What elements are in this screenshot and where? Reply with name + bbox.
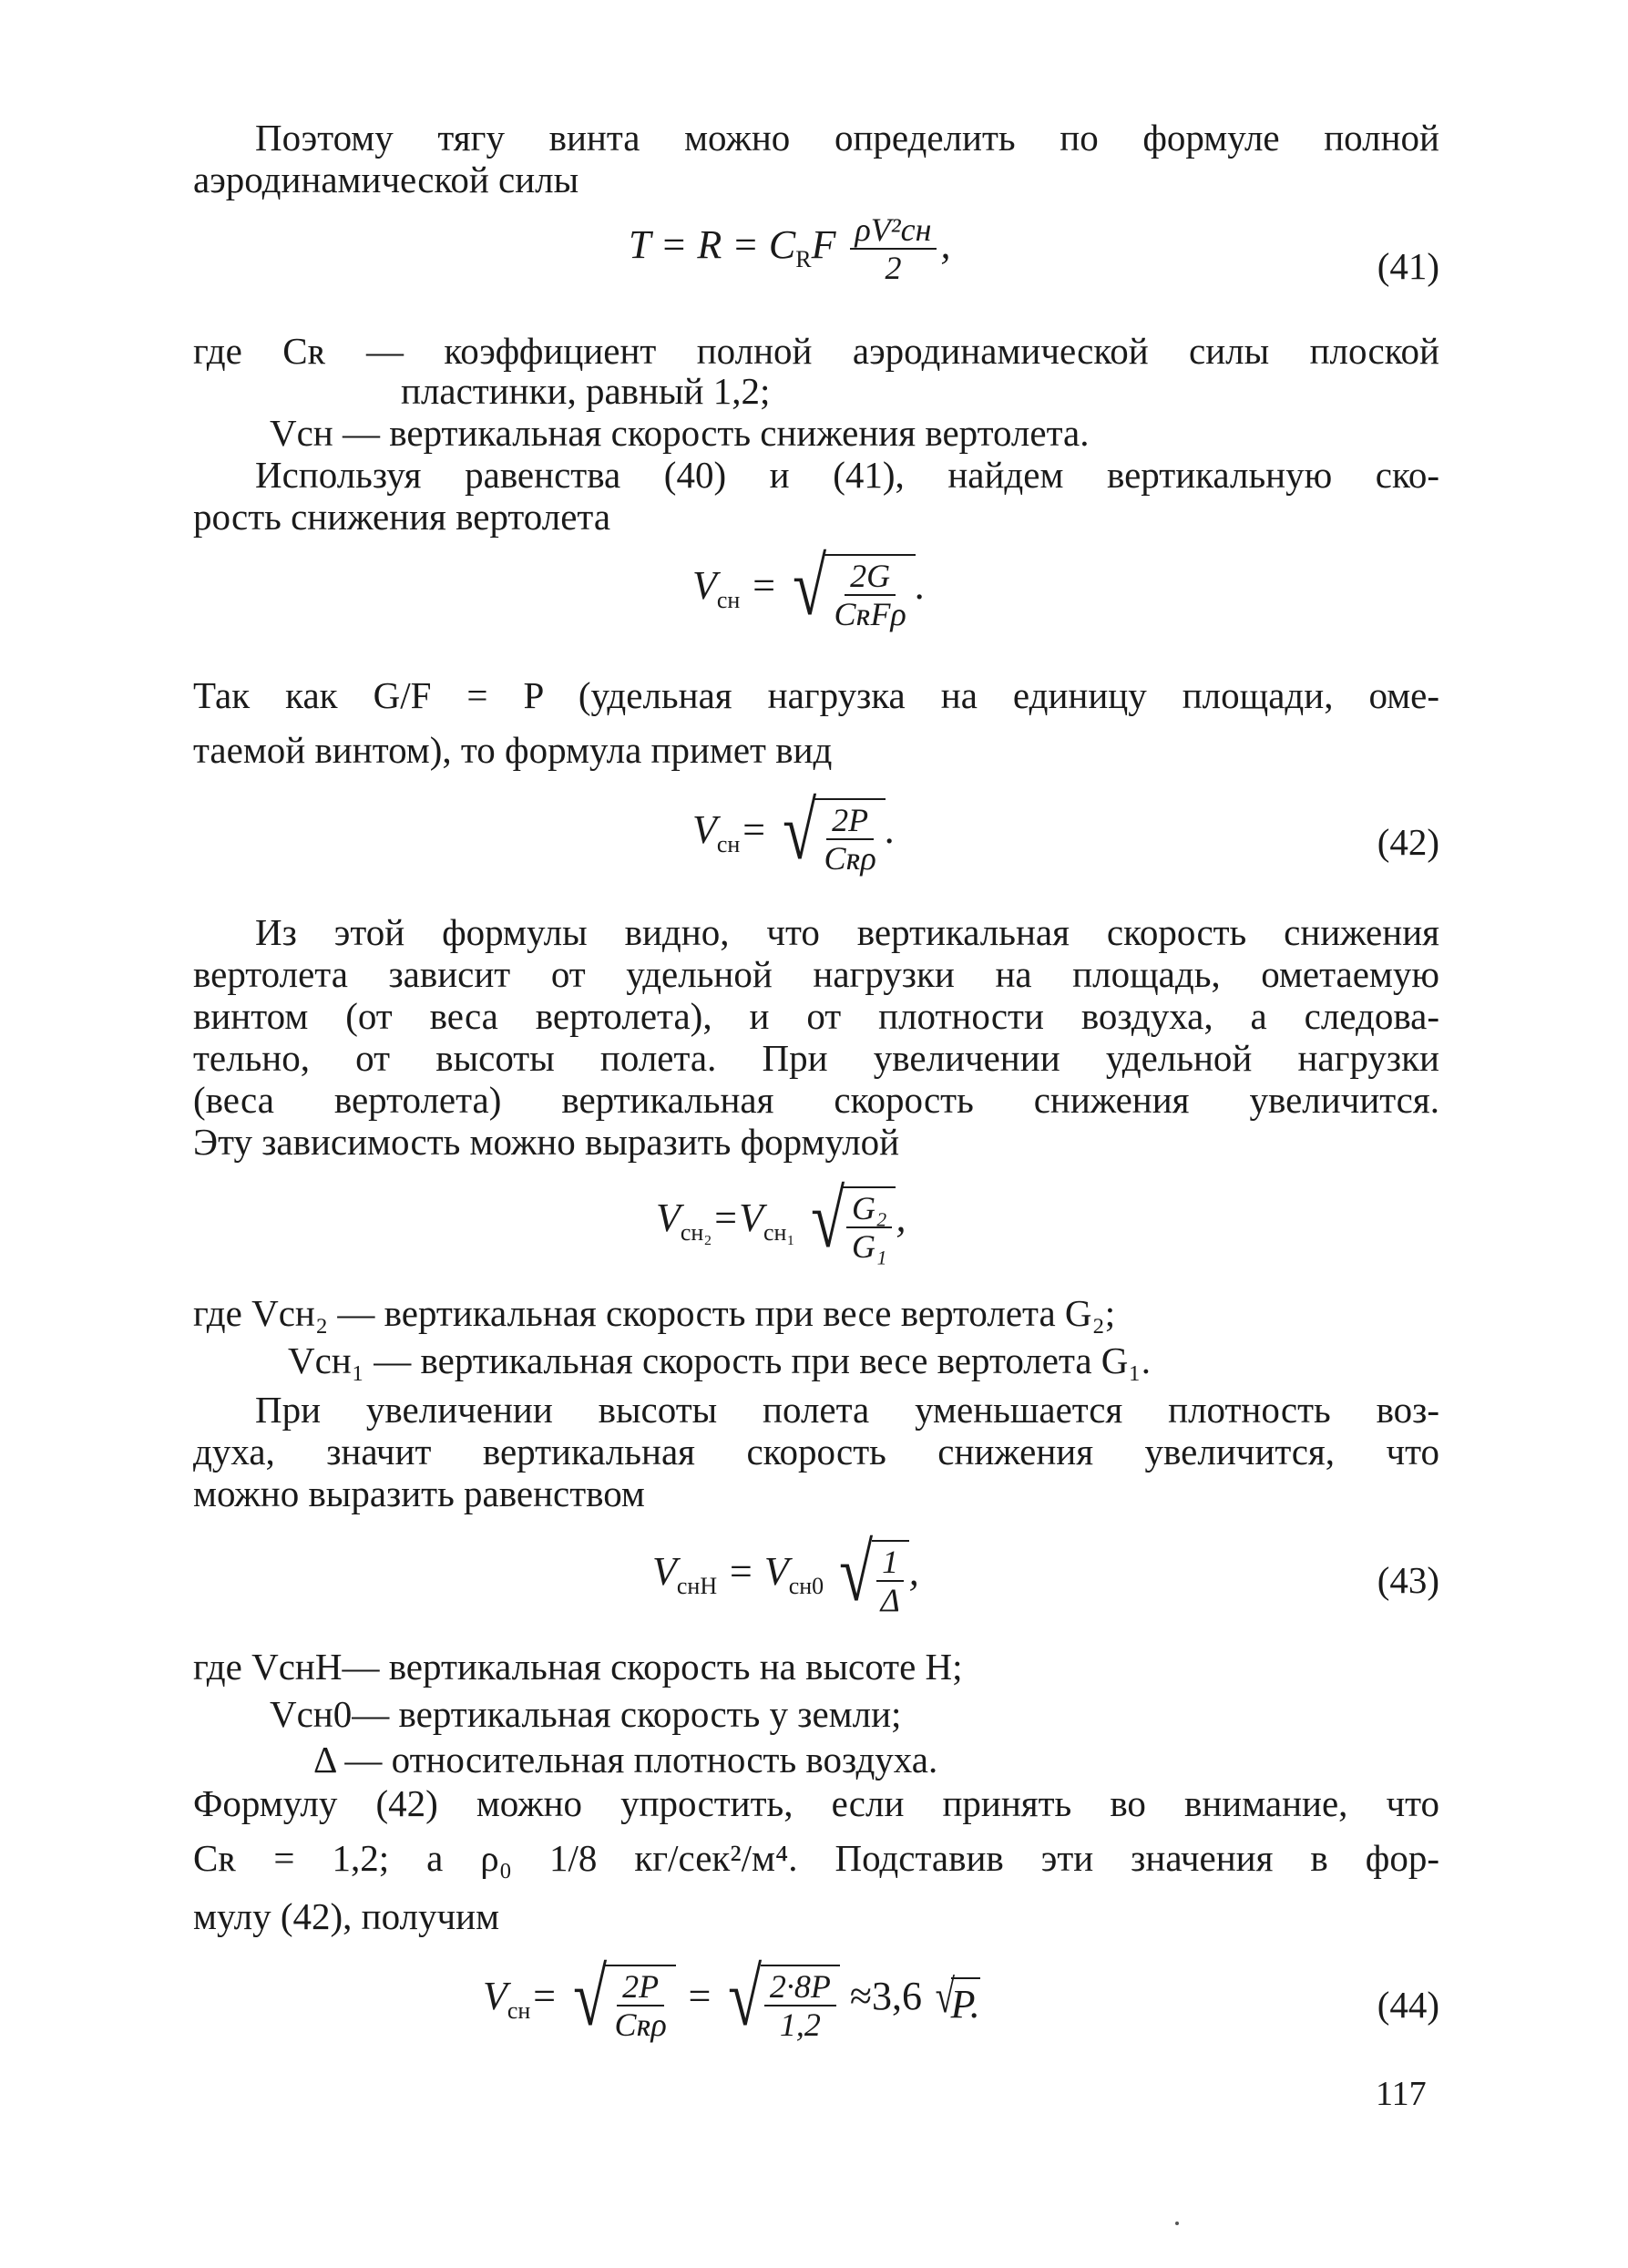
definition-line: где Cʀ — коэффициент полной аэродинамической силы плоской (193, 330, 1439, 372)
definition-line: Vсн0— вертикальная скорость у земли; (270, 1693, 902, 1735)
paragraph-line: рость снижения вертолета (193, 496, 611, 538)
sqrt-sign: √ (573, 1953, 608, 2043)
paragraph-line: Формулу (42) можно упростить, если принять во внимание, что (193, 1782, 1439, 1824)
paragraph-line: Эту зависимость можно выразить формулой (193, 1121, 900, 1163)
sqrt-sign: √ (810, 1175, 845, 1265)
formula-44: $V_{сн}=$ √ $\frac{2P}{\text{Cʀρ}}$ = √ $\frac{2\cdot 8P}{1,2}$ ≈3,6 √ P. (483, 1953, 980, 2043)
sqrt-sign: √ (783, 786, 817, 877)
formula-vsn: $V_{сн}$ = √ $\frac{2G}{\text{CʀFρ}}$ . (692, 542, 926, 632)
paragraph-line: Cʀ = 1,2; а ρ₀ 1/8 кг/сек²/м⁴. Подставив эти значения в фор- (193, 1837, 1439, 1879)
formula-weight-ratio: $V_{сн_2}=V_{сн_1}$ √ $\frac{\text{G₂}}{\text{G₁}}$ , (656, 1175, 906, 1265)
paragraph-line: Поэтому тягу винта можно определить по формуле полной (255, 117, 1439, 159)
definition-line: Vсн₁ — вертикальная скорость при весе вертолета G₁. (288, 1339, 1151, 1381)
equation-number: (43) (1377, 1559, 1439, 1601)
paragraph-line: Используя равенства (40) и (41), найдем вертикальную ско- (255, 454, 1439, 496)
paragraph-line: духа, значит вертикальная скорость снижения увеличится, что (193, 1431, 1439, 1473)
sqrt-sign: √ (839, 1528, 874, 1618)
paragraph-line: Из этой формулы видно, что вертикальная скорость снижения (255, 911, 1439, 953)
paragraph-line: вертолета зависит от удельной нагрузки на площадь, ометаемую (193, 953, 1439, 995)
formula-43: $V_{снH} = V_{сн0}$ √ $\frac{1}{\Delta}$ , (652, 1528, 919, 1618)
definition-line: Δ — относительная плотность воздуха. (313, 1739, 938, 1781)
paragraph-line: тельно, от высоты полета. При увеличении удельной нагрузки (193, 1037, 1439, 1079)
equation-number: (44) (1377, 1984, 1439, 2026)
definition-line: пластинки, равный 1,2; (401, 370, 771, 412)
paragraph-line: (веса вертолета) вертикальная скорость снижения увеличится. (193, 1079, 1439, 1121)
paragraph-line: аэродинамической силы (193, 159, 579, 200)
paragraph-line: винтом (от веса вертолета), и от плотности воздуха, а следова- (193, 995, 1439, 1037)
paragraph-line: Так как G/F = P (удельная нагрузка на единицу площади, оме- (193, 674, 1439, 716)
paragraph-line: таемой винтом), то формула примет вид (193, 729, 833, 771)
equation-number: (41) (1377, 245, 1439, 287)
sqrt-sign: √ (935, 1970, 956, 2023)
paragraph-line: можно выразить равенством (193, 1473, 645, 1514)
paragraph-line: мулу (42), получим (193, 1895, 500, 1937)
definition-line: Vсн — вертикальная скорость снижения вертолета. (270, 412, 1090, 454)
equation-number: (42) (1377, 821, 1439, 863)
sqrt-sign: √ (793, 542, 827, 632)
definition-line: где Vсн₂ — вертикальная скорость при весе вертолета G₂; (193, 1292, 1116, 1334)
formula-41: $T = R = C_RF$ $\frac{\text{ρV²сн}}{2}$ , (629, 211, 951, 286)
paragraph-line: При увеличении высоты полета уменьшается плотность воз- (255, 1389, 1439, 1431)
formula-42: $V_{сн}=$ √ $\frac{2P}{\text{Cʀρ}}$ . (692, 786, 896, 877)
definition-line: где VснH— вертикальная скорость на высоте H; (193, 1646, 963, 1688)
print-speck (1175, 2222, 1179, 2225)
sqrt-sign: √ (728, 1953, 763, 2043)
page-number: 117 (1376, 2075, 1427, 2113)
